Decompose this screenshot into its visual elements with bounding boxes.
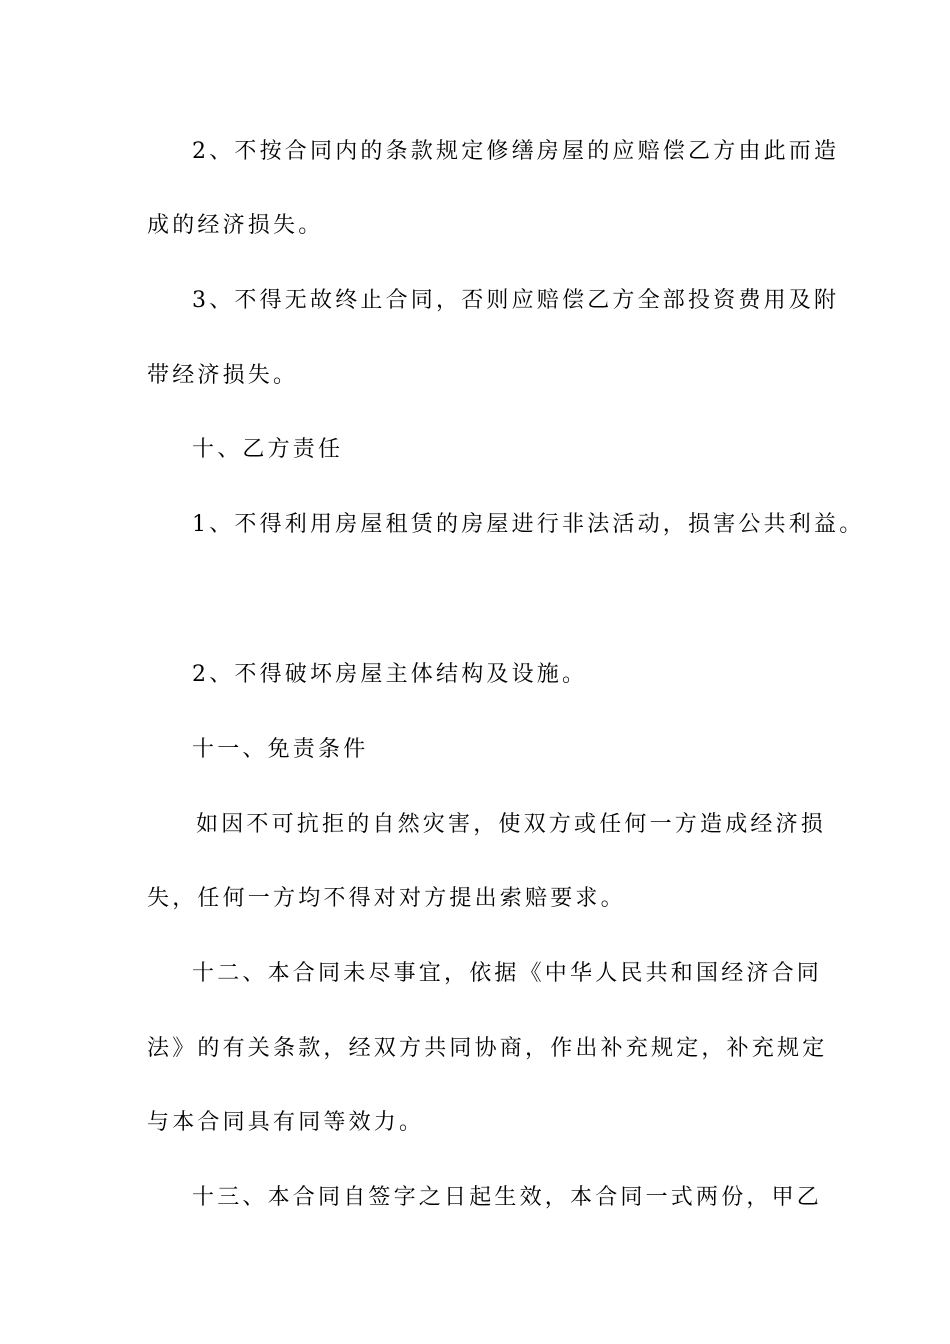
section-10-clause-1: 1、不得利用房屋租赁的房屋进行非法活动，损害公共利益。	[192, 512, 865, 537]
section-12-line-1: 十二、本合同未尽事宜，依据《中华人民共和国经济合同	[192, 961, 823, 986]
clause-2-line-1: 2、不按合同内的条款规定修缮房屋的应赔偿乙方由此而造	[192, 139, 840, 164]
section-11-text-line-2: 失，任何一方均不得对对方提出索赔要求。	[147, 886, 626, 911]
section-10-heading: 十、乙方责任	[192, 437, 344, 462]
section-10-clause-2: 2、不得破坏房屋主体结构及设施。	[192, 662, 588, 687]
clause-2-line-2: 成的经济损失。	[147, 213, 324, 238]
section-12-line-3: 与本合同具有同等效力。	[147, 1110, 425, 1135]
clause-3-line-1: 3、不得无故终止合同，否则应赔偿乙方全部投资费用及附	[192, 288, 840, 313]
section-13-line-1: 十三、本合同自签字之日起生效，本合同一式两份，甲乙	[192, 1185, 823, 1210]
section-11-heading: 十一、免责条件	[192, 737, 369, 762]
clause-3-line-2: 带经济损失。	[147, 363, 299, 388]
section-11-text-line-1: 如因不可抗拒的自然灾害，使双方或任何一方造成经济损	[196, 812, 827, 837]
section-12-line-2: 法》的有关条款，经双方共同协商，作出补充规定，补充规定	[147, 1036, 828, 1061]
